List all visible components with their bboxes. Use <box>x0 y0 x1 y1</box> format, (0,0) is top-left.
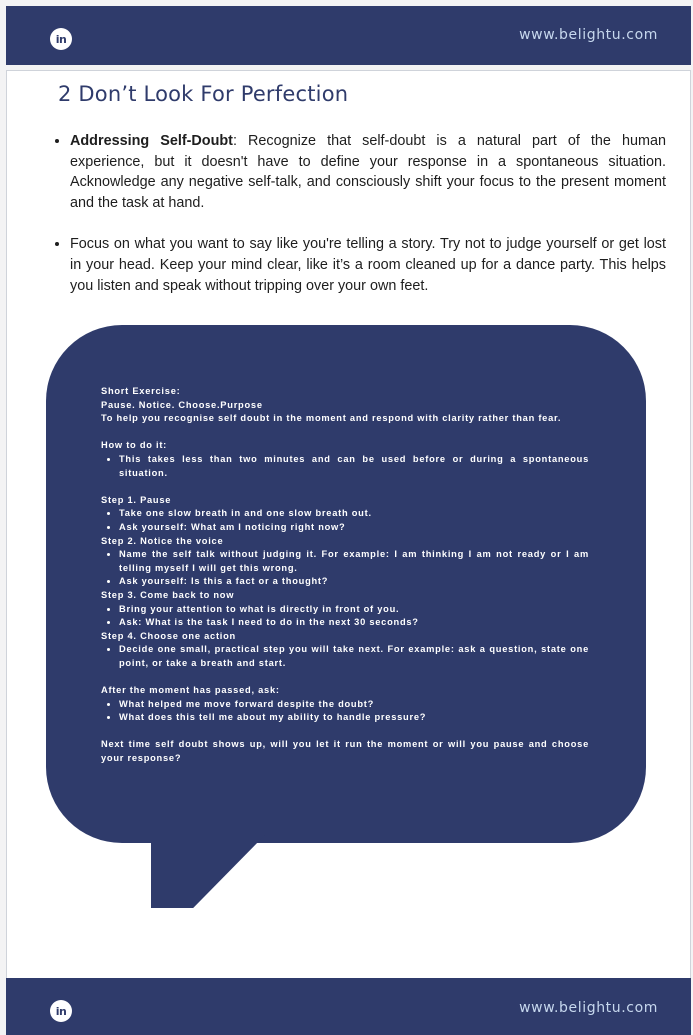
how-label: How to do it: <box>101 440 168 451</box>
list-item: • What does this tell me about my ability to handle pressure? <box>119 711 589 725</box>
bullet-text: Focus on what you want to say like you're telling a story. Try not to judge yourself or get lost in your head. Keep your mind clear, like it’s a room cleaned up for a dance party. This helps you listen and speak without tripping over your own feet. <box>70 236 666 294</box>
bullet-text: : Recognize that self-doubt is a natural part of the human experience, but it doesn't have to define your response in a spontaneous situation. Acknowledge any negative self-talk, and consciously shift your focus to the present moment and the task at hand. <box>70 133 666 211</box>
page-title: 2 Don’t Look For Perfection <box>58 82 349 106</box>
website-link[interactable]: www.belightu.com <box>519 27 658 43</box>
header-band <box>6 6 691 65</box>
step-list <box>101 507 589 534</box>
bullet-bold-label: Addressing Self-Doubt <box>70 133 233 149</box>
linkedin-glyph: in <box>55 1004 67 1018</box>
list-item: • What helped me move forward despite the doubt? <box>119 698 589 712</box>
list-item: • Decide one small, practical step you will take next. For example: ask a question, state one point, or take a breath and start. <box>119 643 589 670</box>
spacer <box>101 426 589 440</box>
list-item: • Take one slow breath in and one slow breath out. <box>119 507 589 521</box>
short-exercise <box>101 385 589 766</box>
list-item: • Ask yourself: What am I noticing right now? <box>119 521 589 535</box>
list-item: • Ask: What is the task I need to do in the next 30 seconds? <box>119 616 589 630</box>
list-item: • Name the self talk without judging it. For example: I am thinking I am not ready or I am telling myself I will get this wrong. <box>119 548 589 575</box>
main-bullet-list <box>50 131 666 317</box>
after-list <box>101 698 589 725</box>
step-list <box>101 548 589 589</box>
list-item: • Bring your attention to what is directly in front of you. <box>119 603 589 617</box>
exercise-closing: Next time self doubt shows up, will you let it run the moment or will you pause and choose your response? <box>101 739 589 764</box>
exercise-subheading: Pause. Notice. Choose.Purpose <box>101 399 263 410</box>
linkedin-glyph: in <box>55 32 67 46</box>
linkedin-icon[interactable] <box>50 28 72 50</box>
spacer <box>101 670 589 684</box>
list-item: • This takes less than two minutes and can be used before or during a spontaneous situation. <box>119 453 589 480</box>
spacer <box>101 480 589 494</box>
exercise-heading: Short Exercise: <box>101 386 181 396</box>
how-list <box>101 453 589 480</box>
step-label: Step 1. Pause <box>101 494 172 505</box>
bullet-focus-story <box>70 234 666 296</box>
after-label: After the moment has passed, ask: <box>101 685 280 696</box>
step-label: Step 4. Choose one action <box>101 630 236 641</box>
spacer <box>101 725 589 739</box>
list-item: • Ask yourself: Is this a fact or a thought? <box>119 575 589 589</box>
bullet-self-doubt <box>70 131 666 213</box>
linkedin-icon[interactable] <box>50 1000 72 1022</box>
step-label: Step 2. Notice the voice <box>101 535 224 546</box>
footer-band <box>6 978 691 1035</box>
step-list <box>101 643 589 670</box>
step-label: Step 3. Come back to now <box>101 589 235 600</box>
exercise-intro: To help you recognise self doubt in the moment and respond with clarity rather than fear. <box>101 413 562 424</box>
step-list <box>101 603 589 630</box>
website-link[interactable]: www.belightu.com <box>519 1000 658 1016</box>
